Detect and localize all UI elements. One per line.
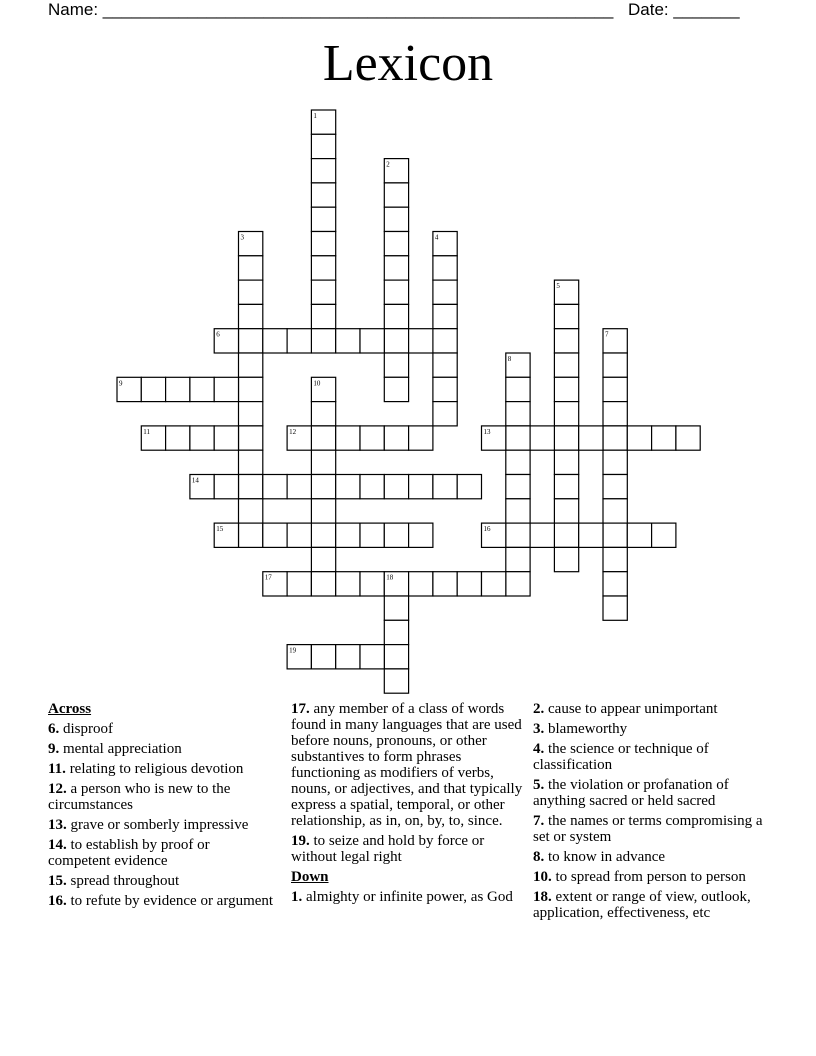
grid-cell[interactable]	[384, 426, 408, 450]
grid-cell[interactable]	[554, 475, 578, 499]
cell-number: 4	[434, 233, 439, 242]
grid-cell[interactable]	[360, 523, 384, 547]
clue-column-2	[291, 701, 527, 909]
cell-number: 19	[289, 646, 297, 655]
grid-cell[interactable]	[627, 426, 651, 450]
cell-number: 3	[240, 233, 244, 242]
grid-cell[interactable]	[603, 475, 627, 499]
grid-cell[interactable]	[239, 475, 263, 499]
grid-cell[interactable]	[627, 523, 651, 547]
grid-cell[interactable]	[360, 645, 384, 669]
grid-cell[interactable]	[530, 523, 554, 547]
grid-cell[interactable]	[311, 256, 335, 280]
grid-cell[interactable]	[457, 475, 481, 499]
grid-cell[interactable]	[263, 523, 287, 547]
grid-cell[interactable]	[433, 304, 457, 328]
grid-cell[interactable]	[239, 377, 263, 401]
cell-number: 13	[483, 427, 491, 436]
grid-cell[interactable]	[360, 329, 384, 353]
cell-number: 5	[556, 282, 560, 291]
grid-cell[interactable]	[409, 572, 433, 596]
cell-number: 15	[216, 525, 224, 534]
grid-cell[interactable]	[409, 523, 433, 547]
down-clue-8: 8. to know in advance	[533, 849, 666, 865]
grid-cell[interactable]	[190, 377, 214, 401]
grid-cell[interactable]	[603, 499, 627, 523]
grid-cell[interactable]	[360, 572, 384, 596]
grid-cell[interactable]	[579, 426, 603, 450]
cell-number: 12	[289, 427, 297, 436]
grid-cell[interactable]	[384, 329, 408, 353]
grid-cell[interactable]	[311, 645, 335, 669]
grid-cell[interactable]	[554, 353, 578, 377]
cell-number: 1	[313, 112, 317, 120]
grid-cell[interactable]	[311, 232, 335, 256]
down-clue-10: 10. to spread from person to person	[533, 869, 746, 885]
grid-cell[interactable]	[433, 329, 457, 353]
across-clue-12: 12. a person who is new to the circumstances	[48, 781, 231, 813]
grid-cell[interactable]	[214, 426, 238, 450]
grid-cell[interactable]	[554, 523, 578, 547]
grid-cell[interactable]	[409, 426, 433, 450]
grid-cell[interactable]	[433, 256, 457, 280]
grid-cell[interactable]	[482, 572, 506, 596]
cell-number: 7	[605, 330, 609, 339]
grid-cell[interactable]	[311, 159, 335, 183]
grid-cell[interactable]	[239, 499, 263, 523]
grid-cell[interactable]	[311, 183, 335, 207]
cell-number: 2	[386, 160, 390, 169]
grid-cell[interactable]	[384, 280, 408, 304]
grid-cell[interactable]	[554, 304, 578, 328]
grid-cell[interactable]	[652, 426, 676, 450]
grid-cell[interactable]	[603, 450, 627, 474]
grid-cell[interactable]	[603, 596, 627, 620]
grid-cell[interactable]	[384, 620, 408, 644]
grid-cell[interactable]	[239, 402, 263, 426]
grid-cell[interactable]	[676, 426, 700, 450]
grid-cell[interactable]	[239, 523, 263, 547]
grid-cell[interactable]	[554, 426, 578, 450]
grid-cell[interactable]	[506, 475, 530, 499]
grid-cell[interactable]	[190, 426, 214, 450]
grid-cell[interactable]	[384, 377, 408, 401]
grid-cell[interactable]	[311, 134, 335, 158]
across-clue-6: 6. disproof	[48, 721, 113, 737]
clue-column-1	[48, 701, 274, 913]
grid-cell[interactable]	[506, 426, 530, 450]
grid-cell[interactable]	[384, 353, 408, 377]
across-clue-16: 16. to refute by evidence or argument	[48, 893, 274, 909]
grid-cell[interactable]	[311, 280, 335, 304]
grid-cell[interactable]	[214, 475, 238, 499]
grid-cell[interactable]	[384, 669, 408, 693]
grid-cell[interactable]	[287, 523, 311, 547]
across-clue-11: 11. relating to religious devotion	[48, 761, 244, 777]
grid-cell[interactable]	[506, 547, 530, 571]
grid-cell[interactable]	[239, 329, 263, 353]
grid-cell[interactable]	[433, 353, 457, 377]
cell-number: 8	[507, 355, 512, 363]
grid-cell[interactable]	[433, 475, 457, 499]
grid-cell[interactable]	[409, 475, 433, 499]
grid-cell[interactable]	[506, 402, 530, 426]
grid-cell[interactable]	[311, 499, 335, 523]
grid-cell[interactable]	[336, 426, 360, 450]
down-clue-7: 7. the names or terms compromising a set or system	[533, 813, 763, 845]
grid-cell[interactable]	[384, 183, 408, 207]
cell-number: 16	[483, 525, 491, 534]
grid-cell[interactable]	[166, 377, 190, 401]
across-clue-13: 13. grave or somberly impressive	[48, 817, 249, 833]
grid-cell[interactable]	[384, 523, 408, 547]
grid-cell[interactable]	[287, 329, 311, 353]
down-clue-2: 2. cause to appear unimportant	[533, 701, 718, 717]
grid-cell[interactable]	[287, 572, 311, 596]
clue-column-3	[533, 701, 771, 925]
grid-cell[interactable]	[311, 572, 335, 596]
grid-cell[interactable]	[433, 280, 457, 304]
grid-cell[interactable]	[506, 377, 530, 401]
grid-cell[interactable]	[360, 426, 384, 450]
cell-number: 9	[119, 379, 123, 388]
cell-number: 11	[143, 427, 151, 436]
grid-cell[interactable]	[360, 475, 384, 499]
across-clue-9: 9. mental appreciation	[48, 741, 182, 757]
grid-cell[interactable]	[336, 645, 360, 669]
grid-cell[interactable]	[311, 304, 335, 328]
grid-cell[interactable]	[554, 547, 578, 571]
date-field-label: Date: _______	[628, 0, 740, 19]
grid-cell[interactable]	[603, 426, 627, 450]
grid-cell[interactable]	[311, 426, 335, 450]
grid-cell[interactable]	[506, 572, 530, 596]
grid-cell[interactable]	[141, 377, 165, 401]
grid-cell[interactable]	[506, 450, 530, 474]
grid-cell[interactable]	[506, 523, 530, 547]
grid-cell[interactable]	[457, 572, 481, 596]
grid-cell[interactable]	[214, 377, 238, 401]
grid-cell[interactable]	[336, 523, 360, 547]
grid-cell[interactable]	[554, 377, 578, 401]
grid-cell[interactable]	[239, 304, 263, 328]
grid-cell[interactable]	[554, 499, 578, 523]
cell-number: 14	[191, 476, 199, 485]
grid-cell[interactable]	[384, 232, 408, 256]
down-heading: Down	[291, 869, 329, 885]
grid-cell[interactable]	[287, 475, 311, 499]
across-clue-19: 19. to seize and hold by force or without legal right	[291, 833, 485, 865]
across-clue-17: 17. any member of a class of words found in many languages that are used before nouns, pronouns, or other substantives to form phrases functioning as modifiers of verbs, nouns, or adjectives, and that typically express a spatial, temporal, or other relationship, as in, on, by, to, since.	[291, 701, 523, 829]
grid-cell[interactable]	[433, 402, 457, 426]
grid-cell[interactable]	[239, 353, 263, 377]
name-field-label: Name: ______________________________________________________	[48, 0, 614, 19]
grid-cell[interactable]	[603, 353, 627, 377]
cell-number: 17	[264, 573, 272, 582]
grid-cell[interactable]	[311, 329, 335, 353]
grid-cell[interactable]	[239, 426, 263, 450]
grid-cell[interactable]	[384, 475, 408, 499]
grid-cell[interactable]	[554, 329, 578, 353]
cell-number: 10	[313, 379, 321, 388]
grid-cell[interactable]	[311, 402, 335, 426]
grid-cell[interactable]	[603, 547, 627, 571]
grid-cell[interactable]	[311, 475, 335, 499]
grid-cell[interactable]	[554, 450, 578, 474]
grid-cell[interactable]	[336, 475, 360, 499]
grid-cell[interactable]	[603, 523, 627, 547]
grid-cell[interactable]	[409, 329, 433, 353]
grid-cell[interactable]	[579, 523, 603, 547]
grid-cell[interactable]	[311, 523, 335, 547]
grid-cell[interactable]	[384, 596, 408, 620]
across-clue-14: 14. to establish by proof or competent evidence	[48, 837, 210, 869]
cell-number: 18	[386, 573, 394, 582]
grid-cell[interactable]	[603, 377, 627, 401]
grid-cell[interactable]	[603, 572, 627, 596]
grid-cell[interactable]	[311, 207, 335, 231]
grid-cell[interactable]	[530, 426, 554, 450]
grid-cell[interactable]	[652, 523, 676, 547]
grid-cell[interactable]	[554, 402, 578, 426]
cell-number: 6	[216, 330, 220, 339]
grid-cell[interactable]	[336, 329, 360, 353]
across-heading: Across	[48, 701, 92, 717]
grid-cell[interactable]	[336, 572, 360, 596]
grid-cell[interactable]	[311, 450, 335, 474]
down-clue-3: 3. blameworthy	[533, 721, 628, 737]
down-clue-1: 1. almighty or infinite power, as God	[291, 889, 513, 905]
down-clue-4: 4. the science or technique of classification	[533, 741, 709, 773]
page-title: Lexicon	[322, 35, 494, 92]
grid-cell[interactable]	[433, 572, 457, 596]
grid-cell[interactable]	[384, 304, 408, 328]
grid-cell[interactable]	[166, 426, 190, 450]
down-clue-5: 5. the violation or profanation of anything sacred or held sacred	[533, 777, 729, 809]
grid-cell[interactable]	[239, 450, 263, 474]
grid-cell[interactable]	[311, 547, 335, 571]
grid-cell[interactable]	[384, 207, 408, 231]
grid-cell[interactable]	[263, 475, 287, 499]
grid-cell[interactable]	[239, 256, 263, 280]
grid-cell[interactable]	[603, 402, 627, 426]
grid-cell[interactable]	[506, 499, 530, 523]
grid-cell[interactable]	[384, 645, 408, 669]
grid-cell[interactable]	[433, 377, 457, 401]
across-clue-15: 15. spread throughout	[48, 873, 180, 889]
grid-cell[interactable]	[263, 329, 287, 353]
grid-cell[interactable]	[239, 280, 263, 304]
grid-cell[interactable]	[384, 256, 408, 280]
down-clue-18: 18. extent or range of view, outlook, application, effectiveness, etc	[533, 889, 751, 921]
